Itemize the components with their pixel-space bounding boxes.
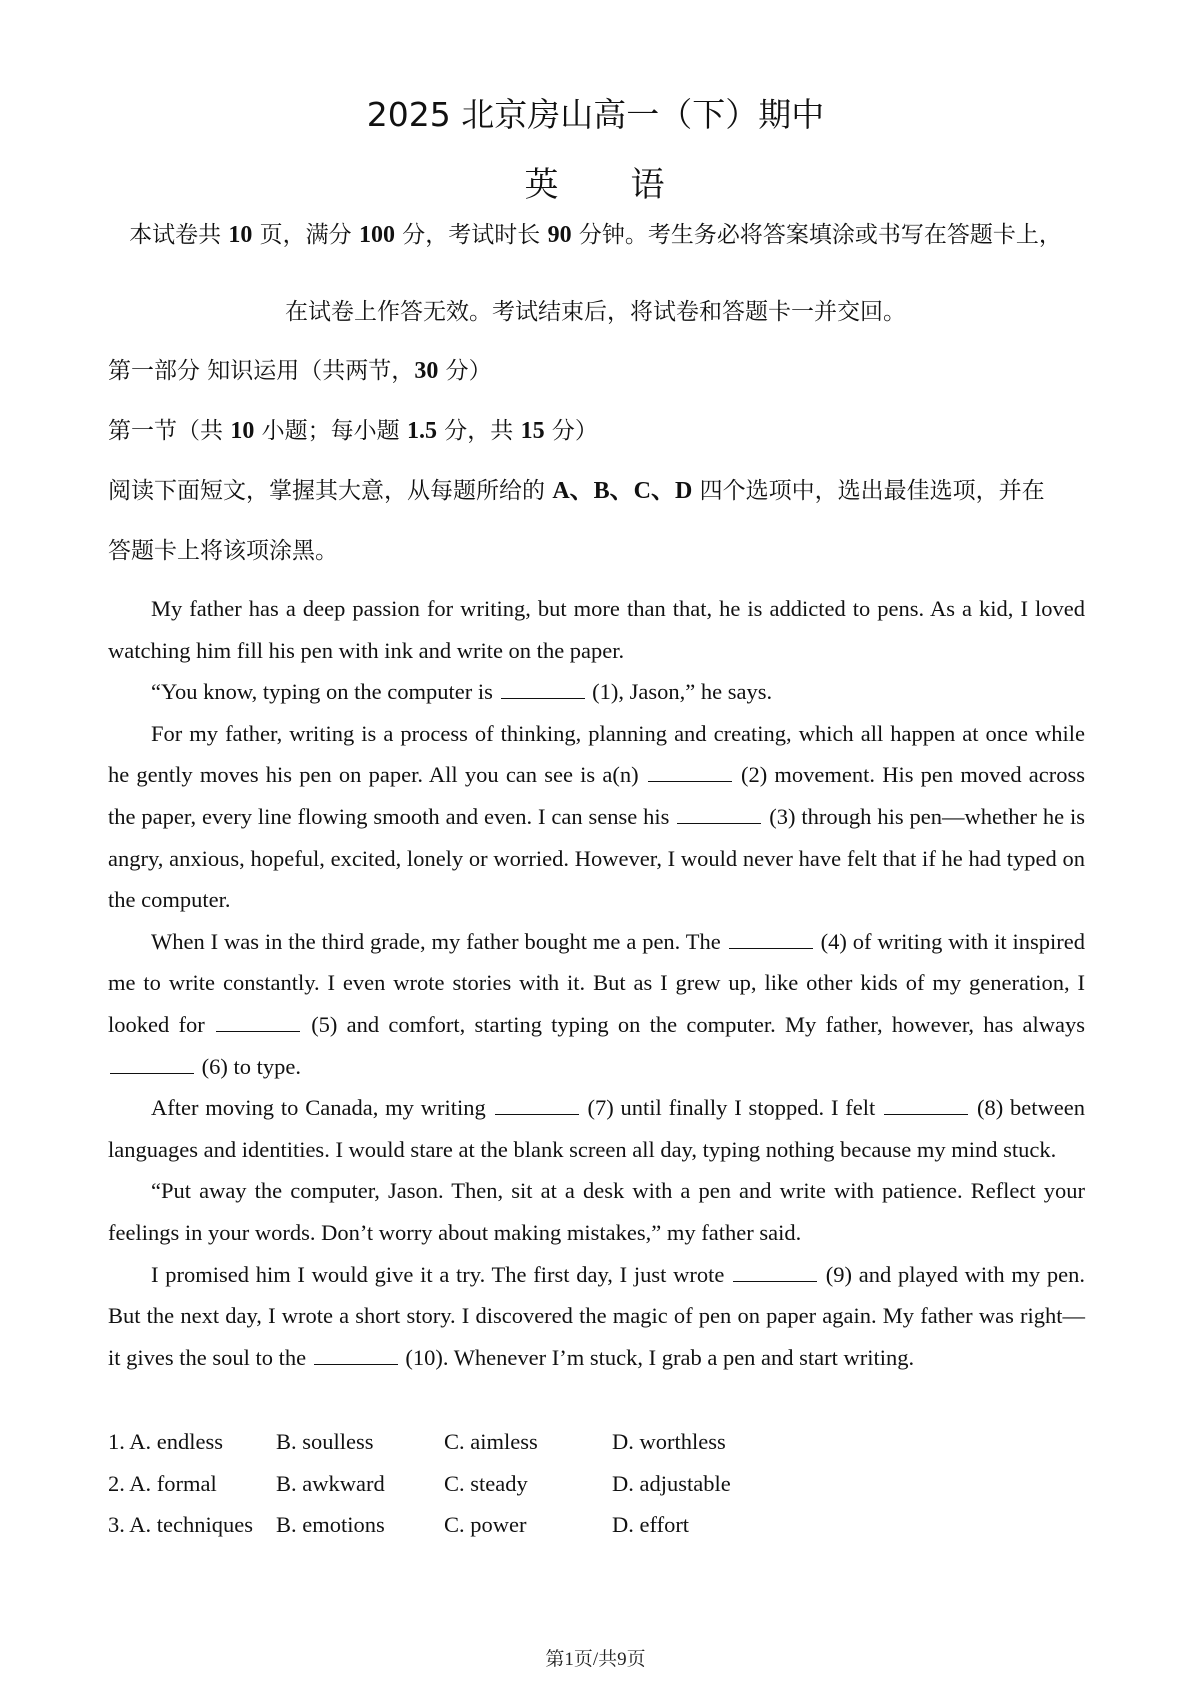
question-row [108, 1463, 812, 1505]
answer-blank [648, 763, 732, 782]
passage-paragraph: “You know, typing on the computer is (1), Jason,” he says. [151, 679, 773, 705]
subject-char-2: 语 [630, 165, 667, 205]
answer-blank [216, 1013, 300, 1032]
subject-heading [0, 162, 1191, 208]
section1-heading: 第一节（共 10 小题；每小题 1.5 分，共 15 分） [108, 418, 598, 444]
option-d: D. adjustable [612, 1470, 731, 1496]
passage-paragraph: After moving to Canada, my writing (7) until finally I stopped. I felt (8) between languages and identities. I would stare at the blank screen all day, typing nothing because my mind stuck. [108, 1095, 1086, 1162]
page-number: 第1页/共9页 [545, 1649, 646, 1670]
passage-paragraph: For my father, writing is a process of thinking, planning and creating, which all happen at once while he gently moves his pen on paper. All you can see is a(n) (2) movement. His pen moved across the paper, every line flowing smooth and even. I can sense his (3) through his pen—whether he is angry, anxious, hopeful, excited, lonely or worried. However, I would never have felt that if he had typed on the computer. [108, 720, 1086, 913]
section1-direction: 阅读下面短文，掌握其大意，从每题所给的 A、B、C、D 四个选项中，选出最佳选项，并在 [108, 478, 1045, 504]
question-row [108, 1504, 812, 1546]
answer-blank [110, 1055, 194, 1074]
answer-blank [884, 1096, 968, 1115]
passage-paragraph: My father has a deep passion for writing, but more than that, he is addicted to pens. As a kid, I loved watching him fill his pen with ink and write on the paper. [108, 596, 1085, 663]
option-c: C. aimless [444, 1429, 538, 1454]
subject-char-1: 英 [524, 165, 561, 205]
option-b: B. awkward [276, 1470, 385, 1496]
instructions-line-2: 在试卷上作答无效。考试结束后，将试卷和答题卡一并交回。 [285, 299, 906, 325]
part1-heading: 第一部分 知识运用（共两节，30 分） [108, 358, 492, 384]
option-c: C. power [444, 1512, 527, 1538]
option-d: D. effort [612, 1512, 690, 1538]
cloze-passage [108, 588, 1085, 1378]
option-b: B. soulless [276, 1429, 374, 1454]
passage-paragraph: I promised him I would give it a try. The first day, I just wrote (9) and played with my pen. But the next day, I wrote a short story. I discovered the magic of pen on paper again. My father was right—it gives the soul to the (10). Whenever I’m stuck, I grab a pen and start writing. [108, 1261, 1086, 1370]
section1-direction-line-2: 答题卡上将该项涂黑。 [108, 538, 338, 564]
answer-blank [733, 1263, 817, 1282]
answer-blank [495, 1096, 579, 1115]
question-options [108, 1421, 812, 1546]
answer-blank [677, 805, 761, 824]
question-row [108, 1421, 812, 1463]
option-a: 1. A. endless [108, 1429, 223, 1454]
option-a: 2. A. formal [108, 1470, 217, 1496]
answer-blank [501, 680, 585, 699]
answer-blank [729, 930, 813, 949]
passage-paragraph: “Put away the computer, Jason. Then, sit at a desk with a pen and write with patience. Reflect your feelings in your words. Don’t worry about making mistakes,” my father said. [108, 1178, 1085, 1245]
option-c: C. steady [444, 1470, 528, 1496]
passage-paragraph: When I was in the third grade, my father bought me a pen. The (4) of writing with it inspired me to write constantly. I even wrote stories with it. But as I grew up, like other kids of my generation, I looked for (5) and comfort, starting typing on the computer. My father, however, has always (6) to type. [108, 928, 1086, 1079]
option-d: D. worthless [612, 1429, 726, 1454]
option-b: B. emotions [276, 1512, 385, 1538]
exam-title: 2025 北京房山高一（下）期中 [366, 95, 825, 134]
option-a: 3. A. techniques [108, 1512, 253, 1538]
instructions-line-1: 本试卷共 10 页，满分 100 分，考试时长 90 分钟。考生务必将答案填涂或书写在答题卡上， [129, 222, 1062, 248]
answer-blank [314, 1346, 398, 1365]
